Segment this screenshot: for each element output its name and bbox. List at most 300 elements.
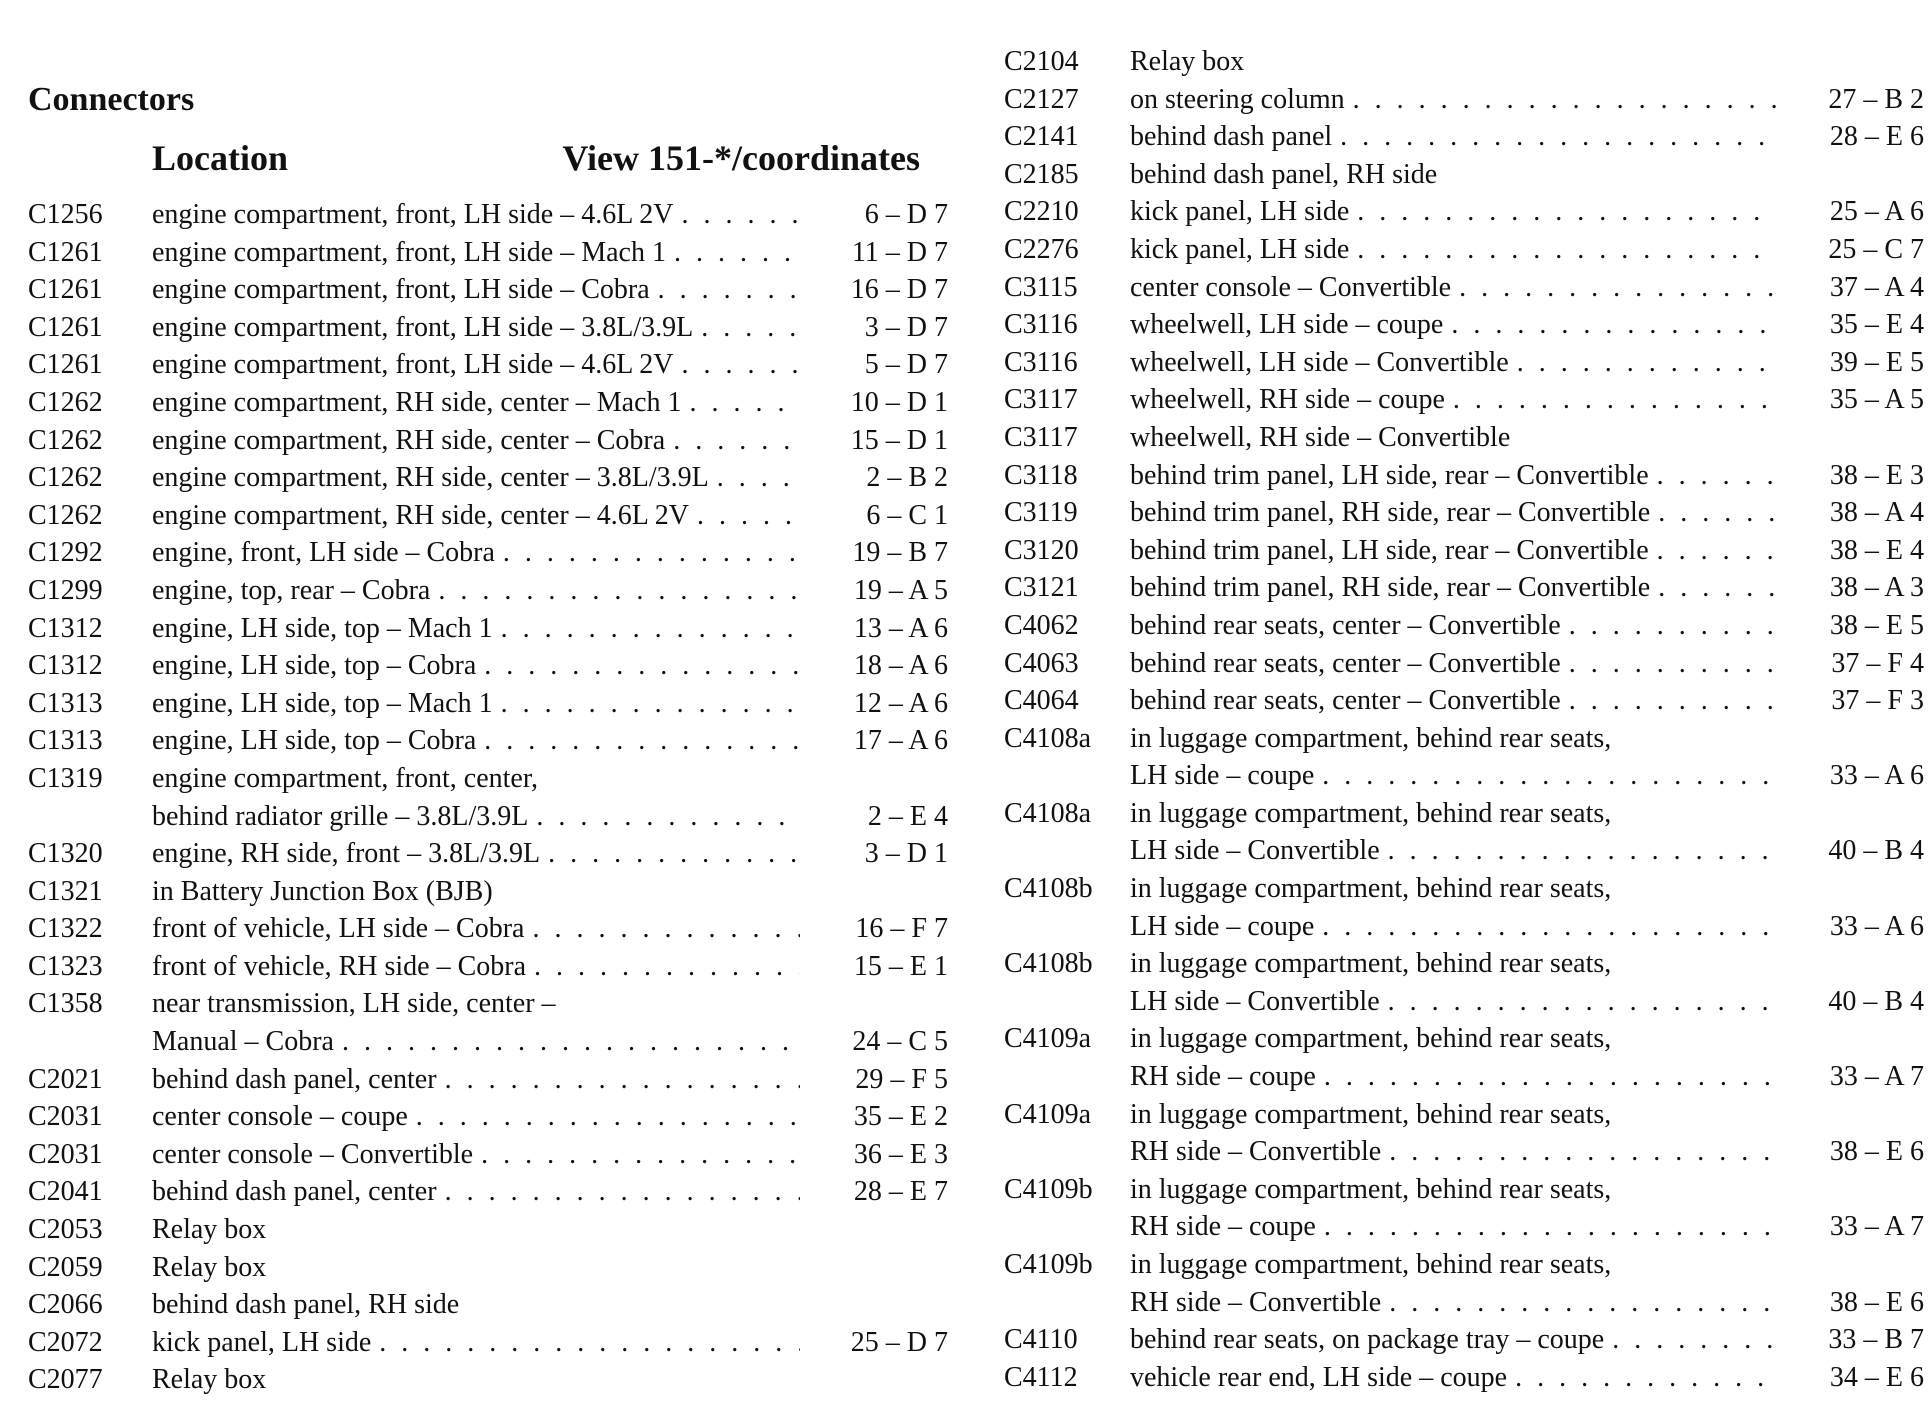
dot-leader [690, 384, 801, 422]
connector-location-text: behind rear seats, on package tray – coupe [1130, 1324, 1605, 1356]
connector-row [1004, 457, 1924, 495]
view-coordinates: 39 – E 5 [1829, 346, 1924, 378]
view-coordinates: 15 – E 1 [853, 950, 948, 982]
connector-location [1130, 870, 1784, 908]
connector-row [28, 1136, 948, 1174]
connector-row [1004, 381, 1924, 419]
connector-location [152, 1136, 808, 1174]
connector-location [1130, 645, 1784, 683]
connector-location [1130, 81, 1784, 119]
connector-location-text: in Battery Junction Box (BJB) [152, 875, 493, 907]
connector-code: C2185 [1004, 158, 1079, 190]
connector-location [1130, 43, 1784, 81]
connector-location-text: behind dash panel, RH side [152, 1289, 460, 1321]
connector-row [28, 873, 948, 911]
connector-location [152, 1023, 808, 1061]
connector-row [28, 346, 948, 384]
connector-row [28, 1324, 948, 1362]
connector-location [1130, 381, 1784, 419]
view-coordinates: 19 – A 5 [853, 574, 948, 606]
view-coordinates: 24 – C 5 [852, 1026, 948, 1058]
connector-location-text: RH side – Convertible [1130, 1286, 1382, 1318]
connector-code: C2041 [28, 1176, 103, 1208]
connector-location-text: behind trim panel, RH side, rear – Convertible [1130, 572, 1651, 604]
connector-row [1004, 193, 1924, 231]
connector-code: C4062 [1004, 609, 1079, 641]
connector-location [1130, 607, 1784, 645]
view-coordinates: 10 – D 1 [850, 386, 948, 418]
connector-location-text: LH side – coupe [1130, 910, 1315, 942]
dot-leader [445, 1061, 800, 1099]
connector-code: C2127 [1004, 83, 1079, 115]
connector-location-text: engine compartment, front, LH side – 3.8L/3.9L [152, 311, 694, 343]
view-coordinates: 13 – A 6 [853, 612, 948, 644]
connector-code: C4108a [1004, 797, 1092, 829]
connector-code: C1262 [28, 386, 103, 418]
connector-location-text: kick panel, LH side [1130, 233, 1350, 265]
view-coordinates: 28 – E 6 [1829, 121, 1924, 153]
connector-row [1004, 945, 1924, 983]
view-coordinates: 5 – D 7 [864, 349, 948, 381]
connector-location [1130, 720, 1784, 758]
connector-location-text: behind dash panel, RH side [1130, 158, 1438, 190]
connector-row [28, 685, 948, 723]
dot-leader [1515, 1359, 1776, 1397]
connector-code: C1320 [28, 838, 103, 870]
connector-location-text: engine, LH side, top – Mach 1 [152, 687, 493, 719]
connector-row [28, 948, 948, 986]
connector-location [152, 1361, 808, 1399]
connector-location [1130, 1096, 1784, 1134]
dot-leader [1658, 494, 1776, 532]
connector-row [28, 497, 948, 535]
view-coordinates: 2 – B 2 [866, 462, 948, 494]
connector-location-text: in luggage compartment, behind rear seats, [1130, 948, 1612, 980]
dot-leader [682, 196, 801, 234]
connector-row [28, 722, 948, 760]
connector-code: C4063 [1004, 647, 1079, 679]
connector-location [1130, 457, 1784, 495]
connector-row [1004, 1020, 1924, 1058]
dot-leader [1517, 344, 1776, 382]
dot-leader [445, 1173, 800, 1211]
connector-location [152, 760, 808, 798]
connector-row [28, 534, 948, 572]
dot-leader [1324, 1208, 1776, 1246]
dot-leader [1353, 81, 1776, 119]
connector-code: C4064 [1004, 685, 1079, 717]
connector-location [1130, 945, 1784, 983]
connector-location-text: Relay box [152, 1364, 267, 1396]
connector-location-text: engine compartment, front, LH side – 4.6L 2V [152, 199, 674, 230]
dot-leader [501, 685, 800, 723]
connector-row [1004, 645, 1924, 683]
connector-code: C1262 [28, 462, 103, 494]
connector-location [152, 196, 808, 234]
connector-location [152, 346, 808, 384]
dot-leader [548, 835, 800, 873]
connector-location [152, 384, 808, 422]
connector-row [1004, 81, 1924, 119]
connector-code: C3116 [1004, 346, 1078, 378]
connector-row [28, 572, 948, 610]
dot-leader [416, 1098, 800, 1136]
left-connector-list [28, 196, 948, 1399]
connector-code: C1313 [28, 687, 103, 719]
connector-code: C2031 [28, 1101, 103, 1133]
connector-location [1130, 569, 1784, 607]
connector-code: C1322 [28, 913, 103, 945]
view-coordinates: 38 – E 5 [1829, 609, 1924, 641]
connector-code: C3121 [1004, 572, 1079, 604]
connector-code: C1262 [28, 499, 103, 531]
dot-leader [1388, 832, 1776, 870]
connector-code: C4109a [1004, 1098, 1092, 1130]
connector-location [1130, 231, 1784, 269]
connector-row [1004, 494, 1924, 532]
connector-location-text: engine compartment, front, LH side – Mach 1 [152, 236, 666, 268]
dot-leader [1658, 569, 1776, 607]
connector-row [1004, 1208, 1924, 1246]
view-coordinates: 38 – E 6 [1829, 1286, 1924, 1318]
connector-location-text: on steering column [1130, 83, 1345, 115]
view-coordinates: 18 – A 6 [853, 650, 948, 682]
dot-leader [536, 798, 800, 836]
connector-location-text: in luggage compartment, behind rear seats, [1130, 873, 1612, 905]
view-coordinates: 25 – C 7 [1828, 233, 1924, 265]
connector-location [152, 459, 808, 497]
connector-code: C3117 [1004, 384, 1078, 416]
connector-location-text: behind dash panel [1130, 121, 1333, 153]
connector-location-text: RH side – coupe [1130, 1061, 1316, 1093]
dot-leader [501, 610, 800, 648]
connector-location [1130, 1058, 1784, 1096]
connector-location [1130, 156, 1784, 194]
dot-leader [673, 422, 800, 460]
connector-code: C4108a [1004, 722, 1092, 754]
connector-location-text: near transmission, LH side, center – [152, 988, 556, 1020]
connector-location-text: engine compartment, RH side, center – Cobra [152, 424, 666, 456]
connector-row [28, 384, 948, 422]
connector-location-text: behind radiator grille – 3.8L/3.9L [152, 800, 529, 832]
connector-row [28, 422, 948, 460]
view-coordinates: 38 – E 6 [1829, 1136, 1924, 1168]
connector-location [152, 572, 808, 610]
dot-leader [1324, 1058, 1776, 1096]
connector-location [1130, 682, 1784, 720]
connector-code: C3116 [1004, 309, 1078, 341]
connector-row [1004, 532, 1924, 570]
connector-location-text: front of vehicle, LH side – Cobra [152, 913, 525, 945]
connector-location [152, 647, 808, 685]
connector-location-text: LH side – coupe [1130, 760, 1315, 792]
view-coordinates: 15 – D 1 [850, 424, 948, 456]
view-coordinates: 35 – E 2 [853, 1101, 948, 1133]
right-connector-list [1004, 43, 1924, 1396]
connector-location-text: in luggage compartment, behind rear seats, [1130, 1023, 1612, 1055]
connector-location-text: in luggage compartment, behind rear seats, [1130, 797, 1612, 829]
view-coordinates: 33 – A 6 [1829, 760, 1924, 792]
connector-code: C4110 [1004, 1324, 1078, 1356]
connector-location-text: Relay box [1130, 46, 1245, 77]
connector-location [1130, 118, 1784, 156]
connector-row [28, 309, 948, 347]
view-coordinates: 38 – E 4 [1829, 534, 1924, 566]
connector-code: C1261 [28, 274, 103, 306]
connector-row [1004, 156, 1924, 194]
connector-row [28, 1173, 948, 1211]
location-column-header: Location [152, 138, 289, 178]
connector-location [1130, 757, 1784, 795]
connector-location [1130, 1321, 1784, 1359]
dot-leader [1569, 607, 1776, 645]
connector-location [152, 1061, 808, 1099]
connector-code: C1323 [28, 950, 103, 982]
connector-code: C4108b [1004, 948, 1093, 980]
connector-row [1004, 118, 1924, 156]
connector-code: C3118 [1004, 459, 1078, 491]
connector-location [152, 234, 808, 272]
connector-location [1130, 344, 1784, 382]
dot-leader [674, 234, 800, 272]
connector-location-text: Manual – Cobra [152, 1026, 334, 1058]
dot-leader [1357, 231, 1776, 269]
dot-leader [1389, 1133, 1776, 1171]
connector-location [152, 835, 808, 873]
connector-code: C3119 [1004, 497, 1078, 529]
connector-location-text: in luggage compartment, behind rear seats, [1130, 1098, 1612, 1130]
connector-code: C1262 [28, 424, 103, 456]
connector-location-text: front of vehicle, RH side – Cobra [152, 950, 527, 982]
view-coordinates: 25 – A 6 [1829, 196, 1924, 228]
view-coordinates: 33 – B 7 [1828, 1324, 1924, 1356]
connector-row [1004, 983, 1924, 1021]
dot-leader [1322, 757, 1776, 795]
connector-row [1004, 1246, 1924, 1284]
connector-code: C1321 [28, 875, 103, 907]
connector-location-text: engine, RH side, front – 3.8L/3.9L [152, 838, 541, 870]
connector-code: C4109b [1004, 1173, 1093, 1205]
connector-code: C4109a [1004, 1023, 1092, 1055]
connector-row [28, 1211, 948, 1249]
connector-code: C4109b [1004, 1249, 1093, 1280]
view-coordinates: 38 – A 4 [1829, 497, 1924, 529]
connector-location-text: in luggage compartment, behind rear seats, [1130, 722, 1612, 754]
connector-location-text: wheelwell, RH side – Convertible [1130, 421, 1511, 453]
dot-leader [1322, 908, 1776, 946]
connector-location-text: behind rear seats, center – Convertible [1130, 685, 1561, 717]
view-coordinates: 34 – E 6 [1829, 1361, 1924, 1393]
connector-row [1004, 43, 1924, 81]
connector-location-text: center console – coupe [152, 1101, 408, 1133]
view-coordinates: 17 – A 6 [853, 725, 948, 757]
connector-code: C3117 [1004, 421, 1078, 453]
connector-location-text: wheelwell, RH side – coupe [1130, 384, 1445, 416]
connector-location [1130, 832, 1784, 870]
connector-row [28, 459, 948, 497]
connector-code: C4108b [1004, 873, 1093, 905]
connector-row [28, 985, 948, 1023]
dot-leader [701, 309, 800, 347]
connector-location [152, 873, 808, 911]
dot-leader [682, 346, 801, 384]
connector-row [28, 647, 948, 685]
connector-location [152, 610, 808, 648]
dot-leader [1388, 983, 1776, 1021]
connector-row [1004, 757, 1924, 795]
connector-location [152, 910, 808, 948]
connector-location [1130, 1284, 1784, 1322]
connector-row [1004, 306, 1924, 344]
connector-code: C2031 [28, 1138, 103, 1170]
connector-location-text: LH side – Convertible [1130, 985, 1380, 1017]
connector-row [1004, 1284, 1924, 1322]
dot-leader [1657, 457, 1776, 495]
connector-location [1130, 1359, 1784, 1397]
connector-code: C2053 [28, 1214, 103, 1246]
connector-location [1130, 193, 1784, 231]
connector-row [1004, 870, 1924, 908]
connector-code: C4112 [1004, 1361, 1078, 1393]
connector-location [152, 309, 808, 347]
connector-location-text: vehicle rear end, LH side – coupe [1130, 1361, 1508, 1393]
connector-row [1004, 1096, 1924, 1134]
connector-row [28, 798, 948, 836]
connector-location [1130, 1020, 1784, 1058]
connector-location-text: engine, LH side, top – Mach 1 [152, 612, 493, 644]
connector-row [1004, 344, 1924, 382]
connector-location-text: behind trim panel, LH side, rear – Convertible [1130, 459, 1649, 491]
view-coordinates: 16 – D 7 [850, 274, 948, 306]
connector-location-text: behind dash panel, center [152, 1176, 437, 1208]
view-coordinates: 33 – A 6 [1829, 910, 1924, 942]
dot-leader [342, 1023, 800, 1061]
view-coordinates: 16 – F 7 [855, 913, 948, 945]
connector-row [1004, 1321, 1924, 1359]
connector-code: C3120 [1004, 534, 1079, 566]
view-coordinates: 19 – B 7 [852, 537, 948, 569]
connector-code: C2104 [1004, 46, 1079, 77]
connector-row [1004, 269, 1924, 307]
connector-row [1004, 1058, 1924, 1096]
connector-location-text: RH side – Convertible [1130, 1136, 1382, 1168]
view-coordinates: 37 – F 4 [1831, 647, 1924, 679]
dot-leader [438, 572, 800, 610]
connector-location-text: kick panel, LH side [152, 1326, 372, 1358]
dot-leader [1357, 193, 1776, 231]
connector-location [152, 985, 808, 1023]
connector-code: C1292 [28, 537, 103, 569]
connector-code: C2021 [28, 1063, 103, 1095]
connector-location [1130, 1246, 1784, 1284]
connector-row [1004, 1171, 1924, 1209]
connector-code: C2059 [28, 1251, 103, 1283]
connector-code: C1299 [28, 574, 103, 606]
dot-leader [379, 1324, 800, 1362]
view-coordinates: 37 – A 4 [1829, 271, 1924, 303]
dot-leader [503, 534, 800, 572]
connector-location-text: engine, top, rear – Cobra [152, 574, 431, 606]
connector-location [152, 1286, 808, 1324]
connector-code: C1319 [28, 762, 103, 794]
connector-location-text: center console – Convertible [152, 1138, 474, 1170]
dot-leader [1459, 269, 1776, 307]
connector-location [152, 1098, 808, 1136]
connector-location [152, 798, 808, 836]
connector-code: C1256 [28, 199, 103, 230]
connector-location-text: in luggage compartment, behind rear seats, [1130, 1249, 1612, 1280]
connector-row [28, 1061, 948, 1099]
dot-leader [1569, 682, 1776, 720]
connector-location [152, 534, 808, 572]
connector-location [1130, 419, 1784, 457]
connector-code: C2077 [28, 1364, 103, 1396]
connector-row [1004, 795, 1924, 833]
dot-leader [1612, 1321, 1776, 1359]
connector-location-text: engine compartment, front, center, [152, 762, 539, 794]
connector-location [152, 685, 808, 723]
connector-row [28, 610, 948, 648]
view-coordinates: 38 – A 3 [1829, 572, 1924, 604]
connector-code: C1261 [28, 236, 103, 268]
connector-location [152, 1173, 808, 1211]
connector-location [152, 948, 808, 986]
connector-location [1130, 983, 1784, 1021]
connector-location-text: in luggage compartment, behind rear seats, [1130, 1173, 1612, 1205]
view-coordinates: 12 – A 6 [853, 687, 948, 719]
dot-leader [1389, 1284, 1776, 1322]
connector-code: C1312 [28, 612, 103, 644]
view-coordinates: 38 – E 3 [1829, 459, 1924, 491]
dot-leader [1453, 381, 1776, 419]
connector-location-text: engine compartment, RH side, center – 4.6L 2V [152, 499, 690, 531]
connector-row [1004, 908, 1924, 946]
view-coordinates: 11 – D 7 [851, 236, 948, 268]
connector-location-text: behind rear seats, center – Convertible [1130, 609, 1561, 641]
connector-location-text: engine, front, LH side – Cobra [152, 537, 495, 569]
view-coordinates: 25 – D 7 [850, 1326, 948, 1358]
dot-leader [1340, 118, 1776, 156]
connector-code: C1358 [28, 988, 103, 1020]
connector-code: C2141 [1004, 121, 1079, 153]
connector-row [1004, 1359, 1924, 1397]
connector-location-text: engine compartment, front, LH side – 4.6L 2V [152, 349, 674, 381]
connector-row [28, 271, 948, 309]
view-column-header: View 151-*/coordinates [562, 138, 920, 178]
connector-location-text: LH side – Convertible [1130, 835, 1380, 867]
dot-leader [658, 271, 800, 309]
connector-location-text: behind trim panel, RH side, rear – Convertible [1130, 497, 1651, 529]
view-coordinates: 6 – D 7 [864, 199, 948, 230]
connector-row [28, 910, 948, 948]
connector-location [152, 722, 808, 760]
connector-location [1130, 269, 1784, 307]
dot-leader [697, 497, 800, 535]
connector-row [28, 1286, 948, 1324]
connector-location-text: engine compartment, front, LH side – Cobra [152, 274, 650, 306]
view-coordinates: 6 – C 1 [866, 499, 948, 531]
connector-code: C1312 [28, 650, 103, 682]
connector-location-text: engine, LH side, top – Cobra [152, 650, 477, 682]
connector-row [1004, 1133, 1924, 1171]
connector-row [28, 1023, 948, 1061]
connector-code: C1313 [28, 725, 103, 757]
view-coordinates: 36 – E 3 [853, 1138, 948, 1170]
dot-leader [1451, 306, 1776, 344]
page-title: Connectors [28, 81, 195, 118]
view-coordinates: 2 – E 4 [867, 800, 948, 832]
dot-leader [484, 647, 800, 685]
